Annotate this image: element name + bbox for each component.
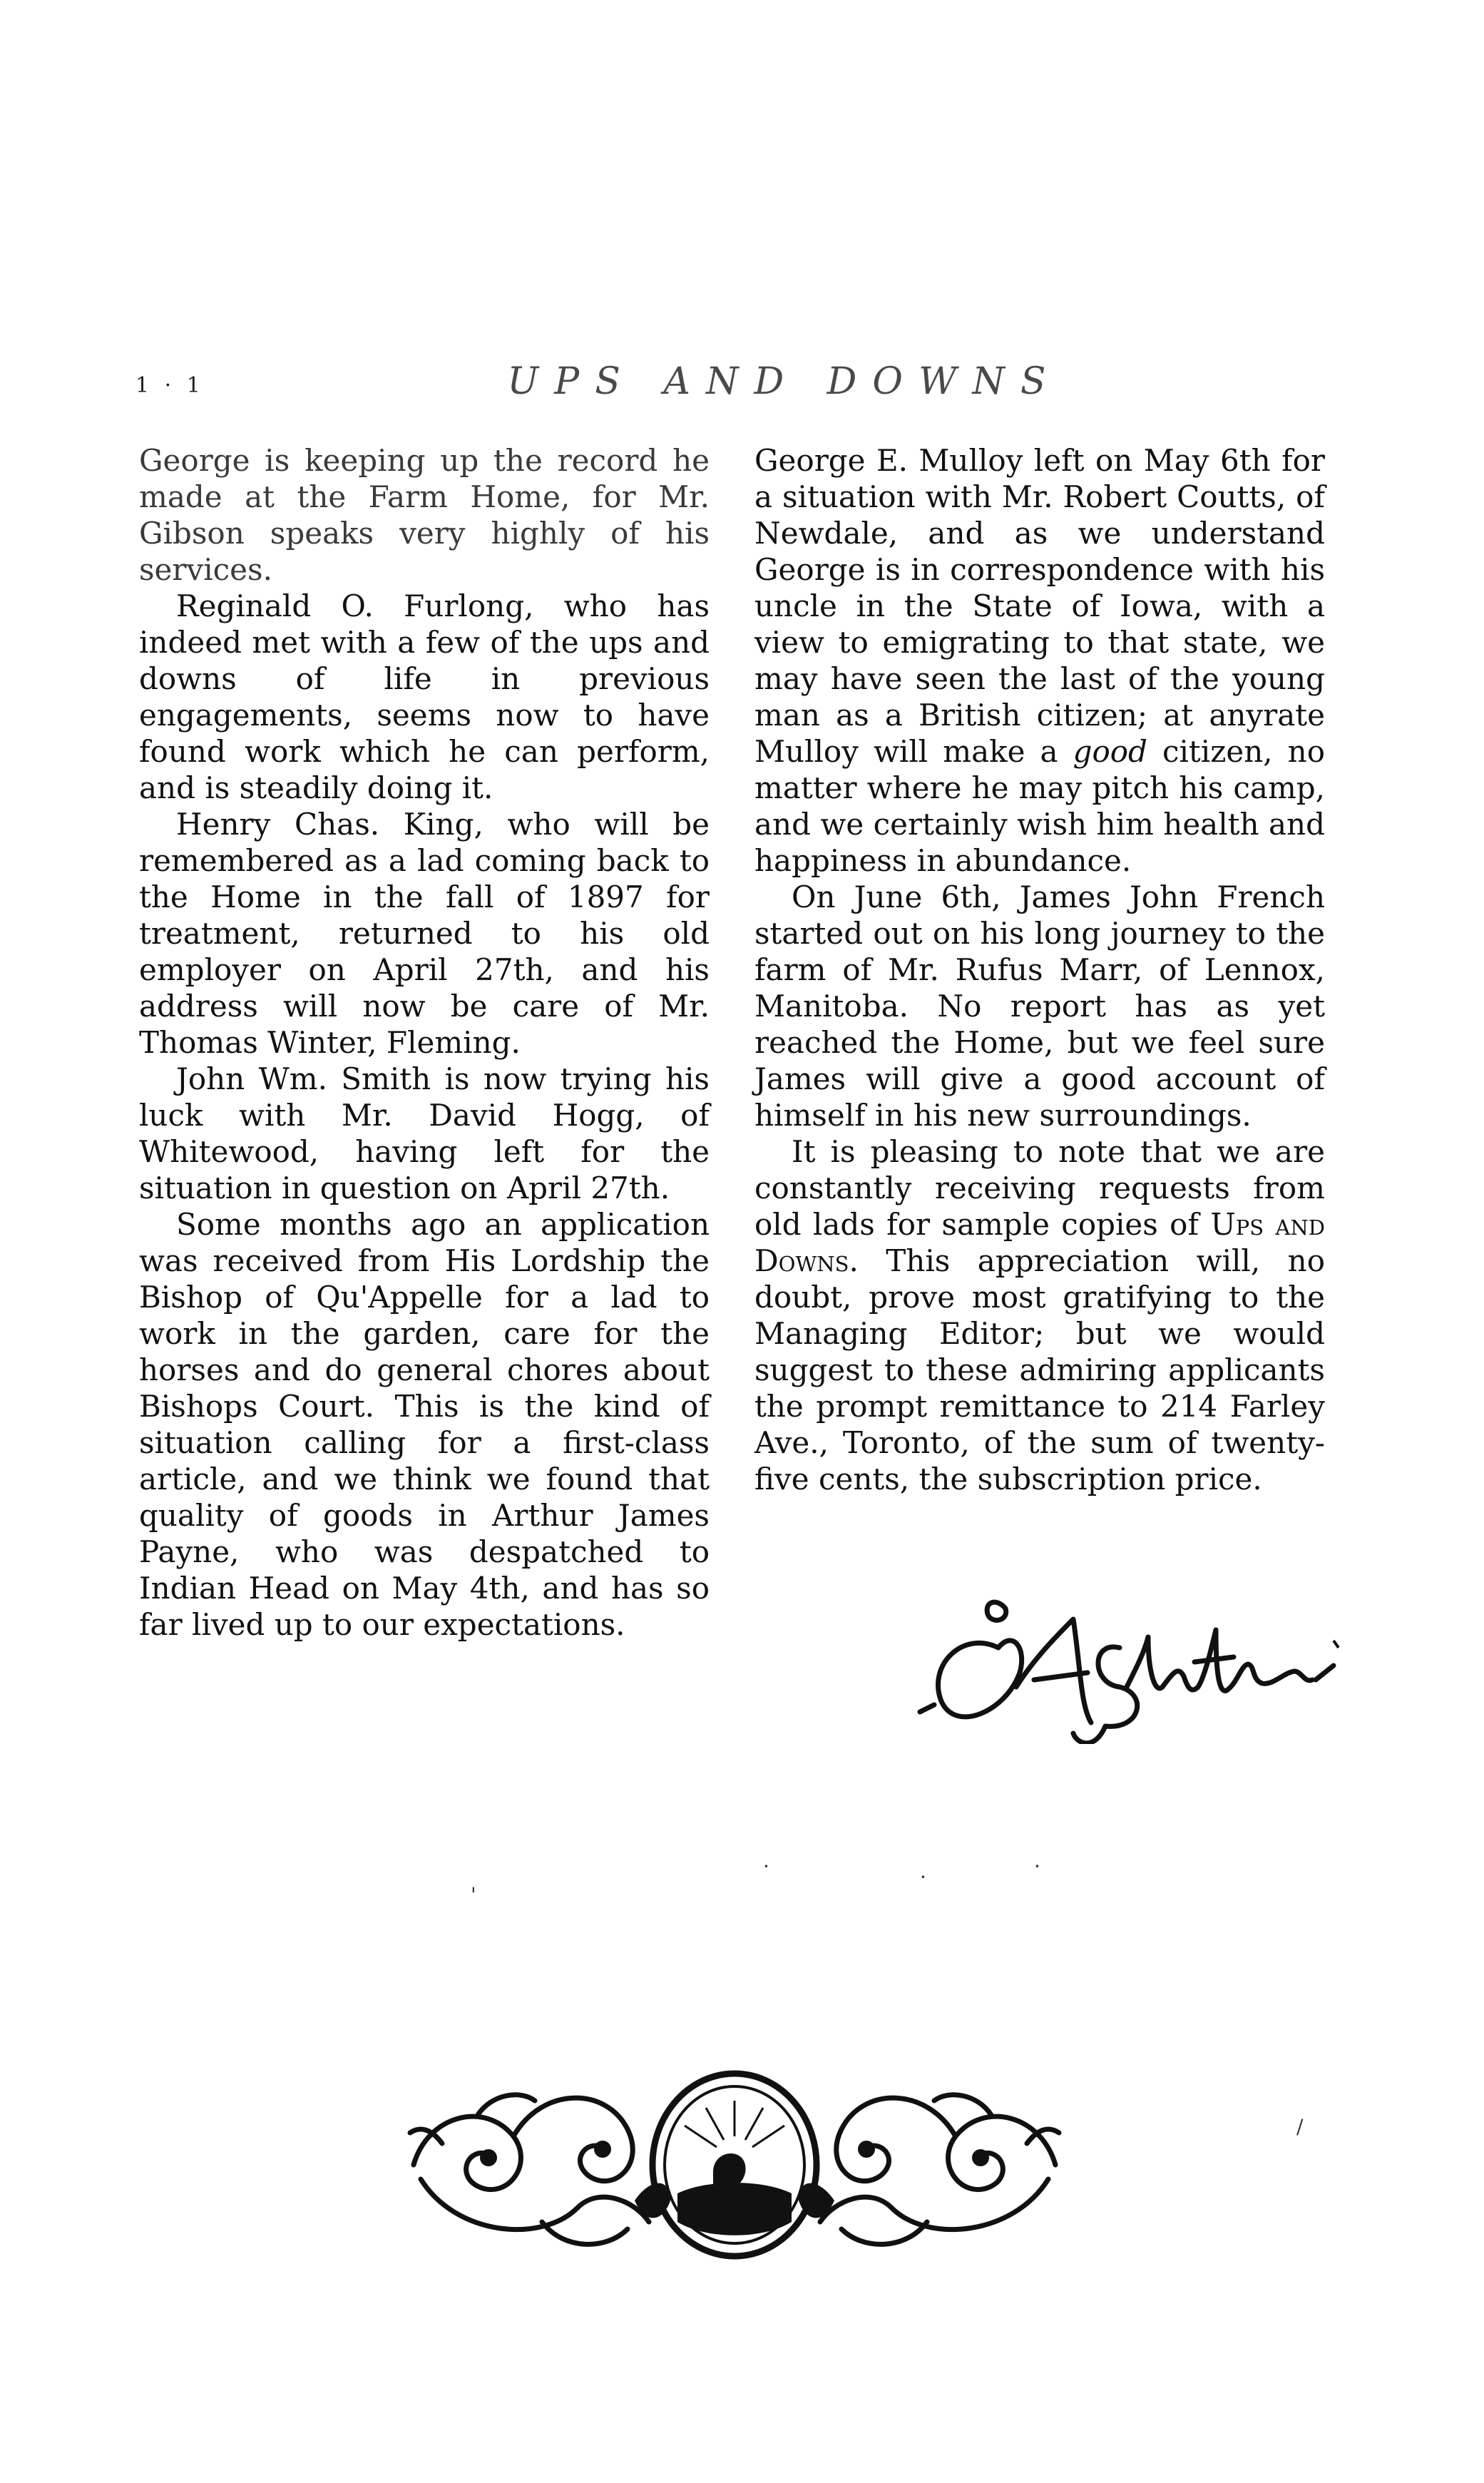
- scroll-vignette-ornament: [399, 2058, 1070, 2272]
- stray-mark: ': [471, 1883, 476, 1907]
- paragraph-reginald-furlong: Reginald O. Furlong, who has indeed met with a few of the ups and downs of life in previous engagements, seems now to have found work which he can perform, and is steadily doing it.: [139, 588, 710, 805]
- signature: [913, 1580, 1341, 1744]
- mulloy-text-end: citizen, no matter where he may pitch his camp, and we certainly wish him health and happiness in abundance.: [754, 734, 1325, 878]
- paragraph-george-record: George is keeping up the record he made at the Farm Home, for Mr. Gibson speaks very highly of his services.: [139, 443, 710, 587]
- sample-copies-end: . This appreciation will, no doubt, prove most gratifying to the Managing Editor; but we would suggest to these admiring applicants the prompt remittance to 214 Farley Ave., Toronto, of the sum of twenty-five cents, the subscription price.: [754, 1243, 1325, 1497]
- right-column: [754, 442, 1325, 1497]
- paragraph-james-french: On June 6th, James John French started out on his long journey to the farm of Mr. Rufus Marr, of Lennox, Manitoba. No report has as yet reached the Home, but we feel sure James will give a good account of himself in his new surroundings.: [754, 879, 1325, 1133]
- paragraph-george-mulloy: [754, 442, 1325, 879]
- stray-mark: ·: [1034, 1855, 1040, 1878]
- sample-copies-text: It is pleasing to note that we are constantly receiving requests from old lads for sample copies of: [754, 1134, 1325, 1242]
- page-number: 1 · 1: [135, 373, 205, 398]
- paragraph-sample-copies: [754, 1133, 1325, 1497]
- mulloy-text: George E. Mulloy left on May 6th for a situation with Mr. Robert Coutts, of Newdale, and as we understand George is in correspondence with his uncle in the State of Iowa, with a view to emigrating to that state, we may have seen the last of the young man as a British citizen; at anyrate Mulloy will make a: [754, 443, 1325, 769]
- emphasis-good: good: [1073, 734, 1147, 769]
- paragraph-henry-king: Henry Chas. King, who will be remembered as a lad coming back to the Home in the fall of 1897 for treatment, returned to his old employer on April 27th, and his address will now be care of Mr. Thomas Winter, Fleming.: [139, 807, 710, 1060]
- stray-mark: /: [1296, 2115, 1304, 2138]
- stray-mark: ·: [920, 1865, 926, 1889]
- left-column: [139, 442, 710, 1643]
- running-title: UPS AND DOWNS: [507, 360, 1062, 403]
- paragraph-arthur-payne: Some months ago an application was received from His Lordship the Bishop of Qu'Appelle for a lad to work in the garden, care for the horses and do general chores about Bishops Court. This is the kind of situation calling for a first-class article, and we think we found that quality of goods in Arthur James Payne, who was despatched to Indian Head on May 4th, and has so far lived up to our expectations.: [139, 1207, 710, 1642]
- paragraph-john-smith: John Wm. Smith is now trying his luck with Mr. David Hogg, of Whitewood, having left for the situation in question on April 27th.: [139, 1061, 710, 1205]
- publication-name: Ups and Downs: [754, 1207, 1325, 1278]
- running-head: [121, 360, 1334, 417]
- stray-mark: ·: [763, 1855, 769, 1878]
